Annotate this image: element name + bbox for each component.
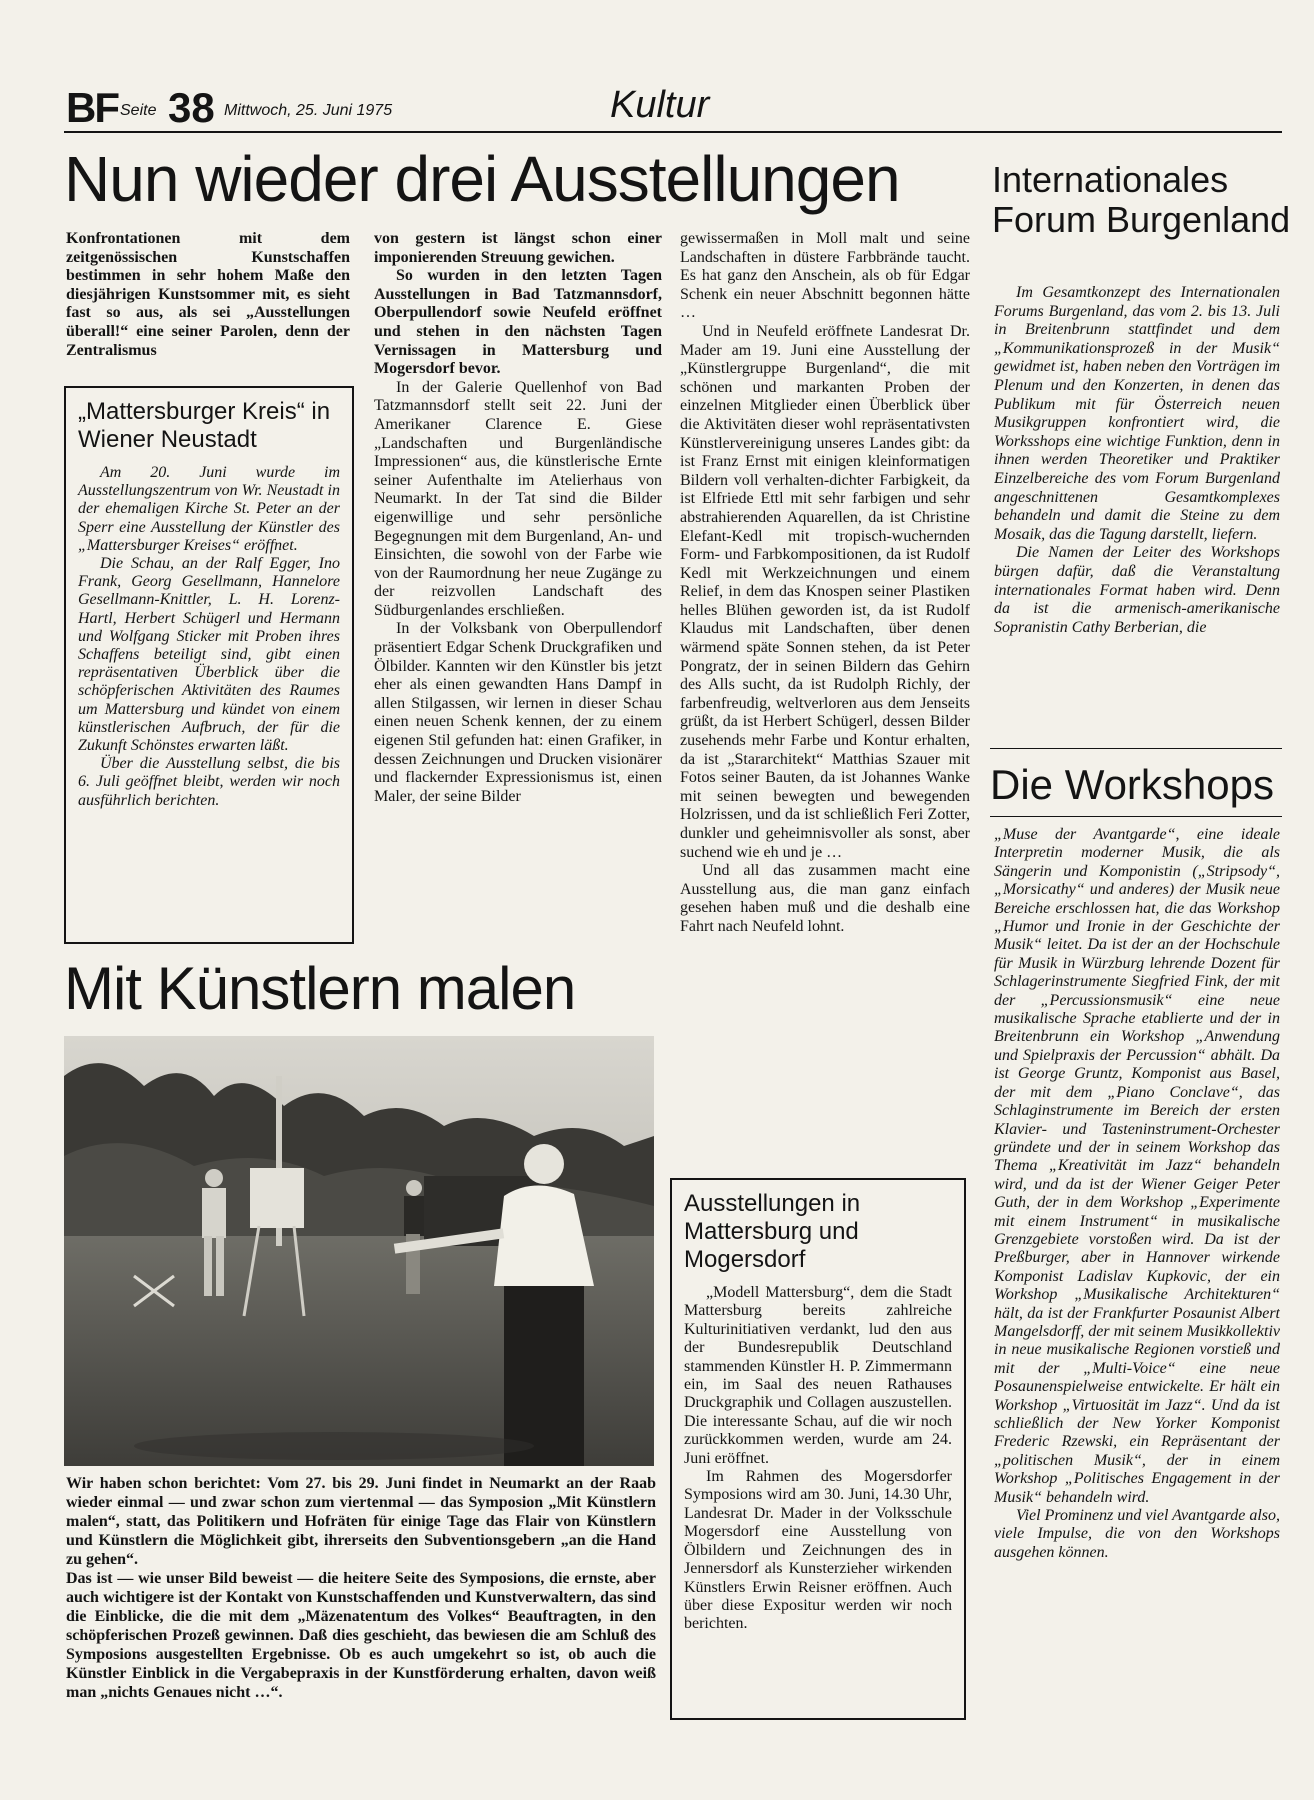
sidebar-body [994, 284, 1280, 740]
newspaper-logo: BF [66, 84, 118, 131]
symposium-photo [64, 1036, 654, 1466]
body-paragraph: Wir haben schon berichtet: Vom 27. bis 29. Juni findet in Neumarkt an der Raab wieder einmal — und zwar schon zum viertenmal — das Symposion „Mit Künstlern malen“, statt, das Politikern und Hofräten für einige Tage das Flair von Künstlern und Künstlern die Möglichkeit gibt, ihrerseits den Subventionsgebern „an die Hand zu gehen“. [66, 1475, 656, 1568]
box-body [684, 1284, 952, 1634]
article-headline: Nun wieder drei Ausstellungen [64, 143, 900, 215]
info-box-mattersburger-kreis [64, 386, 354, 944]
lead-paragraph-2: So wurden in den letzten Tagen Ausstellungen in Bad Tatzmannsdorf, Oberpullendorf sowie Neufeld eröffnet und stehen in den nächsten Tagen Vernissagen in Mattersburg und Mogersdorf bevor. [374, 267, 662, 378]
body-paragraph: In der Galerie Quellenhof von Bad Tatzmannsdorf stellt seit 22. Juni der Amerikaner Clarence E. Giese „Landschaften und Burgenländische Impressionen“ aus, die künstlerische Ernte seiner Aufenthalte im Atelierhaus von Neumarkt. In der Tat sind die Bilder eigenwillige und sehr persönliche Begegnungen mit dem Burgenland, An- und Einsichten, die sowohl von der Farbe wie von der Raumordnung her neue Zugänge zu der reizvollen Landschaft des Südburgenlandes erschließen. [374, 378, 662, 619]
box-body [78, 464, 340, 810]
sidebar-paragraph: Im Gesamtkonzept des Internationalen Forums Burgenland, das vom 2. bis 13. Juli in Breitenbrunn stattfindet und dem „Kommunikationsprozeß in der Musik“ gewidmet ist, haben neben den Vorträgen im Plenum und den Konzerten, in denen das Publikum mit für Österreich neuen Musikgruppen konfrontiert wird, die Worksshops eine wichtige Funktion, denn in ihnen werden Theoretiker und Praktiker Einzelbereiche des vom Forum Burgenland angeschnittenen Gesamtkomplexes behandeln und damit die Steine zu dem Mosaik, das die Tagung darstellt, liefern. [994, 284, 1280, 543]
sidebar-headline: Internationales Forum Burgenland [992, 159, 1291, 240]
article-lead-col1 [66, 230, 350, 360]
masthead-rule [64, 131, 1282, 133]
box-paragraph: Über die Ausstellung selbst, die bis 6. Juli geöffnet bleibt, werden wir noch ausführlich berichten. [78, 755, 340, 809]
body-paragraph: Und all das zusammen macht eine Ausstellung aus, die man ganz einfach gesehen haben muß und die deshalb eine Fahrt nach Neufeld lohnt. [680, 862, 970, 935]
box-paragraph: Am 20. Juni wurde im Ausstellungszentrum von Wr. Neustadt in der ehemaligen Kirche St. Peter an der Sperr eine Ausstellung der Künstler des „Mattersburger Kreises“ eröffnet. [78, 464, 340, 554]
sidebar-paragraph: Die Namen der Leiter des Workshops bürgen dafür, daß die Veranstaltung internationales Format haben wird. Denn da ist die armenisch-amerikanische Sopranistin Cathy Berberian, die [994, 544, 1280, 636]
workshops-paragraph: „Muse der Avantgarde“, eine ideale Interpretin moderner Musik, die als Sängerin und Komponistin („Stripsody“, „Morsicathy“ und anderes) der Musik neue Bereiche erschlossen hat, die das Workshop „Humor und Ironie in der Geschichte der Musik“ leitet. Da ist der an der Hochschule für Musik in Würzburg lehrende Dozent für Schlagerinstrumente Siegfried Fink, der mit der „Percussionsmusik“ eine neue musikalische Sprache etablierte und der in Breitenbrunn ein Workshop „Anwendung und Spielpraxis der Percussion“ abhält. Da ist George Gruntz, Komponist aus Basel, der mit dem „Piano Conclave“, das Schlaginstrumente im Bereich der ersten Klavier- und Tasteninstrument-Orchester gründete und der in seinem Workshop das Thema „Kreativität im Jazz“ behandeln wird, und da ist der Wiener Geiger Peter Guth, der in dem Workshop „Experimente mit einem Instrument“ in musikalische Grenzgebiete vorstoßen wird. Da ist der Preßburger, aber in Hannover wirkende Komponist Ladislav Kupkovic, der ein Workshop „Musikalische Architekturen“ hält, da ist der Frankfurter Posaunist Albert Mangelsdorff, der mit seinem Musikkollektiv in neue musikalische Regionen vorstieß und mit der „Multi-Voice“ eine neue Posaunenspielweise entwickelte. Er hält ein Workshop „Virtuosität im Jazz“. Und da ist schließlich der New Yorker Komponist Frederic Rzewski, ein Repräsentant der „politischen Musik“, der in einem Workshop „Politisches Engagement in der Musik“ behandeln wird. [994, 826, 1280, 1506]
page-label: Seite [120, 102, 157, 119]
article2-body [66, 1474, 656, 1702]
workshops-paragraph: Viel Prominenz und viel Avantgarde also, viele Impulse, die von den Workshops ausgehen können. [994, 1507, 1280, 1561]
article2-headline: Mit Künstlern malen [64, 955, 576, 1022]
workshops-headline: Die Workshops [990, 761, 1274, 808]
sidebar-rule [990, 748, 1282, 749]
box-paragraph: „Modell Mattersburg“, dem die Stadt Mattersburg bereits zahlreiche Kulturinitiativen verdankt, lud den aus der Bundesrepublik Deutschland stammenden Künstler H. P. Zimmermann ein, im Saal des neuen Rathauses Druckgraphik und Collagen auszustellen. Die interessante Schau, auf die wir noch zurückkommen werden, wurde am 24. Juni eröffnet. [684, 1284, 952, 1467]
article-col2 [374, 230, 662, 942]
page-number: 38 [168, 84, 215, 131]
article-col3 [680, 230, 970, 1150]
box-title: „Mattersburger Kreis“ in Wiener Neustadt [78, 398, 331, 453]
body-paragraph: Das ist — wie unser Bild beweist — die heitere Seite des Symposions, die ernste, aber auch wichtigere ist der Kontakt von Kunstschaffenden und Kunstverwaltern, das sind die Einblicke, die die mit dem „Mäzenatentum des Volkes“ Beauftragten, in den schöpferischen Prozeß gewinnen. Daß dies geschieht, das bewiesen die am Schluß des Symposions ausgestellten Ergebnisse. Ob es auch umgekehrt so ist, ob auch die Künstler Einblick in die Vergabepraxis in der Kunstförderung erhalten, davon weiß man „nichts Genaues nicht …“. [66, 1570, 656, 1701]
workshops-body [994, 826, 1280, 1756]
issue-date: Mittwoch, 25. Juni 1975 [224, 102, 393, 119]
lead-paragraph: Konfrontationen mit dem zeitgenössischen Kunstschaffen bestimmen in sehr hohem Maße den diesjährigen Kunstsommer mit, es sieht fast so aus, als sei „Ausstellungen überall!“ eine seiner Parolen, denn der Zentralismus [66, 230, 350, 359]
box-paragraph: Die Schau, an der Ralf Egger, Ino Frank, Georg Gesellmann, Hannelore Gesellmann-Knittler, L. H. Lorenz-Hartl, Herbert Schügerl und Hermann und Wolfgang Sticker mit Proben ihres Schaffens beteiligt sind, gibt einen repräsentativen Überblick über die schöpferischen Aktivitäten des Raumes um Mattersburg und kündet von einem künstlerischen Aufbruch, der für die Zukunft Schönstes erwarten läßt. [78, 555, 340, 755]
section-title: Kultur [610, 84, 710, 126]
body-paragraph: Und in Neufeld eröffnete Landesrat Dr. Mader am 19. Juni eine Ausstellung der „Künstlergruppe Burgenland“, die mit schönen und markanten Proben der einzelnen Mitglieder einen Überblick über die Aktivitäten dieser wohl repräsentativsten Künstlervereinigung unseres Landes gibt: da ist Franz Ernst mit einigen kleinformatigen Bildern voll verhalten-dichter Farbigkeit, da ist Elfriede Ettl mit sehr farbigen und sehr abstrahierenden Aquarellen, da ist Christine Elefant-Kedl mit tropisch-wuchernden Form- und Farbkompositionen, da ist Rudolf Kedl mit Werkzeichnungen und einem Relief, in dem das Knospen seiner Plastiken helles Blühen geworden ist, da ist Rudolf Klaudus mit Landschaften, über denen wärmend späte Sonnen stehen, da ist Peter Pongratz, der in seinen Bildern das Gehirn des Alls sucht, da ist Rudolph Richly, der farbenfreudig, weltverloren aus dem Jenseits grüßt, da ist Herbert Schügerl, dessen Bilder zusehends mehr Farbe und Kontur erhalten, da ist „Stararchitekt“ Matthias Szauer mit Fotos seiner Bauten, da ist Johannes Wanke mit seinen bewegten und bewegenden Holzrissen, und da ist schließlich Feri Zotter, dunkler und geheimnisvoller als sonst, aber suchend wie eh und je … [680, 322, 970, 861]
body-paragraph: In der Volksbank von Oberpullendorf präsentiert Edgar Schenk Druckgrafiken und Ölbilder. Kannten wir den Künstler bis jetzt eher als einen gewandten Hans Dampf in allen Stilgassen, wir lernen in dieser Schau einen neuen Schenk kennen, der zu einem eigenen Stil gefunden hat: einen Grafiker, in dessen Zeichnungen und Drucken visionärer und flackernder Expressionismus ist, einen Maler, der seine Bilder [374, 620, 662, 805]
lead-continuation: von gestern ist längst schon einer imponierenden Streuung gewichen. [374, 230, 662, 266]
box-paragraph: Im Rahmen des Mogersdorfer Symposions wird am 30. Juni, 14.30 Uhr, Landesrat Dr. Mader in der Volksschule Mogersdorf eine Ausstellung von Ölbildern und Zeichnungen des in Jennersdorf als Kunsterzieher wirkenden Künstlers Erwin Reisner eröffnen. Auch über diese Expositur werden wir noch berichten. [684, 1468, 952, 1633]
body-paragraph: gewissermaßen in Moll malt und seine Landschaften in düstere Farbbrände taucht. Es hat ganz den Anschein, als ob für Edgar Schenk ein neuer Abschnitt begonnen hätte … [680, 230, 970, 322]
info-box-mogersdorf [670, 1178, 966, 1720]
box-title: Ausstellungen in Mattersburg und Mogersdorf [684, 1190, 861, 1273]
workshops-rule [990, 816, 1282, 817]
